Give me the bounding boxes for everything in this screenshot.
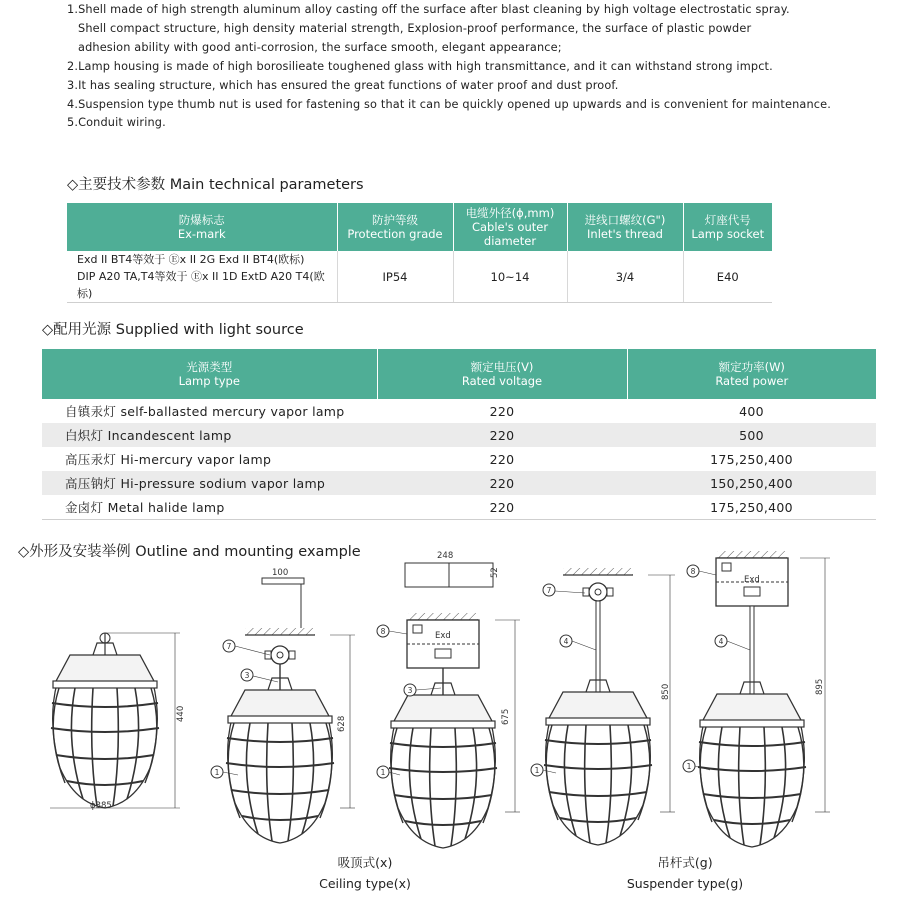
protection-cell: IP54 <box>337 251 453 303</box>
callout-1b <box>377 766 400 778</box>
dim-box-width: 248 <box>437 551 454 561</box>
caption-cn: 吸顶式(x) <box>337 855 393 870</box>
callout-7a <box>223 640 270 655</box>
feature-line: 2.Lamp housing is made of high borosilieate toughened glass with high transmittance, and it can withstand strong impct. <box>67 59 773 73</box>
params-section-title: ◇主要技术参数 Main technical parameters <box>67 177 364 193</box>
header-rated-power: 额定功率(W) Rated power <box>627 349 876 399</box>
power-cell: 175,250,400 <box>627 495 876 520</box>
caption-en: Suspender type(g) <box>626 876 744 891</box>
voltage-cell: 220 <box>377 495 627 520</box>
callout-3b <box>404 684 441 696</box>
dim-ceiling-h2: 675 <box>501 708 511 725</box>
cable-cell: 10~14 <box>453 251 567 303</box>
svg-text:3: 3 <box>407 686 413 695</box>
header-protection: 防护等级 Protection grade <box>337 203 453 251</box>
feature-line: adhesion ability with good anti-corrosion, the surface smooth, elegant appearance; <box>78 40 562 54</box>
power-cell: 150,250,400 <box>627 471 876 495</box>
power-cell: 500 <box>627 423 876 447</box>
voltage-cell: 220 <box>489 403 515 419</box>
ceiling-type-drawing-a <box>226 568 355 843</box>
outline-section-title: ◇外形及安装举例 Outline and mounting example <box>18 544 361 560</box>
caption-en: Ceiling type(x) <box>319 876 411 891</box>
header-thread: 进线口螺纹(G") Inlet's thread <box>567 203 683 251</box>
svg-text:1: 1 <box>686 762 692 771</box>
suspender-type-drawing-b <box>698 551 830 847</box>
callout-4c <box>560 635 596 650</box>
callout-3a <box>241 669 278 682</box>
svg-text:4: 4 <box>563 637 569 646</box>
svg-text:1: 1 <box>214 768 220 777</box>
lamp-type-cell: 自镇汞灯 self-ballasted mercury vapor lamp <box>65 404 345 419</box>
callout-8d <box>687 565 716 577</box>
voltage-cell: 220 <box>489 451 515 467</box>
header-exmark: 防爆标志 Ex-mark <box>67 203 337 251</box>
dim-susp-h1: 850 <box>661 683 671 700</box>
power-cell: 175,250,400 <box>710 451 793 467</box>
lamp-outline-drawing <box>50 633 186 811</box>
feature-line: Shell compact structure, high density material strength, Explosion-proof performance, the surface of plastic powder <box>78 21 752 35</box>
feature-line: 1.Shell made of high strength aluminum alloy casting off the surface after blast cleaning by high voltage electrostatic spray. <box>67 3 790 16</box>
svg-text:7: 7 <box>546 586 552 595</box>
power-cell: 400 <box>739 403 764 419</box>
feature-line: 5.Conduit wiring. <box>67 116 166 130</box>
lamp-type-cell: 高压钠灯 Hi-pressure sodium vapor lamp <box>42 471 377 495</box>
socket-cell: E40 <box>683 251 772 303</box>
ceiling-type-caption <box>300 852 430 894</box>
exd-label: Exd <box>744 575 760 585</box>
light-section-title: ◇配用光源 Supplied with light source <box>42 322 304 338</box>
callout-1d <box>683 760 710 772</box>
dim-box-height: 52 <box>490 567 500 578</box>
dim-height-main: 440 <box>176 705 186 722</box>
svg-text:4: 4 <box>718 637 724 646</box>
ceiling-type-drawing-b <box>389 551 520 848</box>
svg-text:3: 3 <box>244 671 250 680</box>
svg-text:8: 8 <box>690 567 696 576</box>
voltage-cell: 220 <box>377 471 627 495</box>
callouts <box>211 565 750 778</box>
lamp-type-cell: 白炽灯 Incandescent lamp <box>42 423 377 447</box>
callout-1a <box>211 766 238 778</box>
header-cable: 电缆外径(ϕ,mm) Cable's outer diameter <box>453 203 567 251</box>
dim-susp-h2: 895 <box>815 678 825 695</box>
svg-text:1: 1 <box>534 766 540 775</box>
caption-cn: 吊杆式(g) <box>657 855 713 870</box>
callout-7c <box>543 584 585 596</box>
feature-line: 4.Suspension type thumb nut is used for fastening so that it can be quickly opened up upwards and is convenient for maintenance. <box>67 97 831 111</box>
dim-bracket-width: 100 <box>272 568 289 578</box>
lamp-type-cell: 高压汞灯 Hi-mercury vapor lamp <box>65 452 272 467</box>
exmark-line: Exd II BT4等效于 Ⓔx II 2G Exd II BT4(欧标) <box>77 253 305 266</box>
header-socket: 灯座代号 Lamp socket <box>683 203 772 251</box>
header-rated-voltage: 额定电压(V) Rated voltage <box>377 349 627 399</box>
dim-diameter: ϕ385 <box>90 801 112 811</box>
exd-label: Exd <box>435 631 451 641</box>
header-lamp-type: 光源类型 Lamp type <box>42 349 377 399</box>
dim-ceiling-h1: 628 <box>337 715 347 732</box>
svg-text:8: 8 <box>380 627 386 636</box>
voltage-cell: 220 <box>377 423 627 447</box>
callout-4d <box>715 635 750 650</box>
svg-text:7: 7 <box>226 642 232 651</box>
exmark-line: DIP A20 TA,T4等效于 Ⓔx II 1D ExtD A20 T4(欧标) <box>77 270 325 300</box>
lamp-type-cell: 金卤灯 Metal halide lamp <box>42 495 377 520</box>
suspender-type-drawing-a <box>544 568 675 845</box>
suspender-type-caption <box>610 852 760 894</box>
thread-cell: 3/4 <box>567 251 683 303</box>
feature-line: 3.It has sealing structure, which has ensured the great functions of water proof and dust proof. <box>67 78 619 92</box>
svg-text:1: 1 <box>380 768 386 777</box>
callout-8b <box>377 625 407 637</box>
